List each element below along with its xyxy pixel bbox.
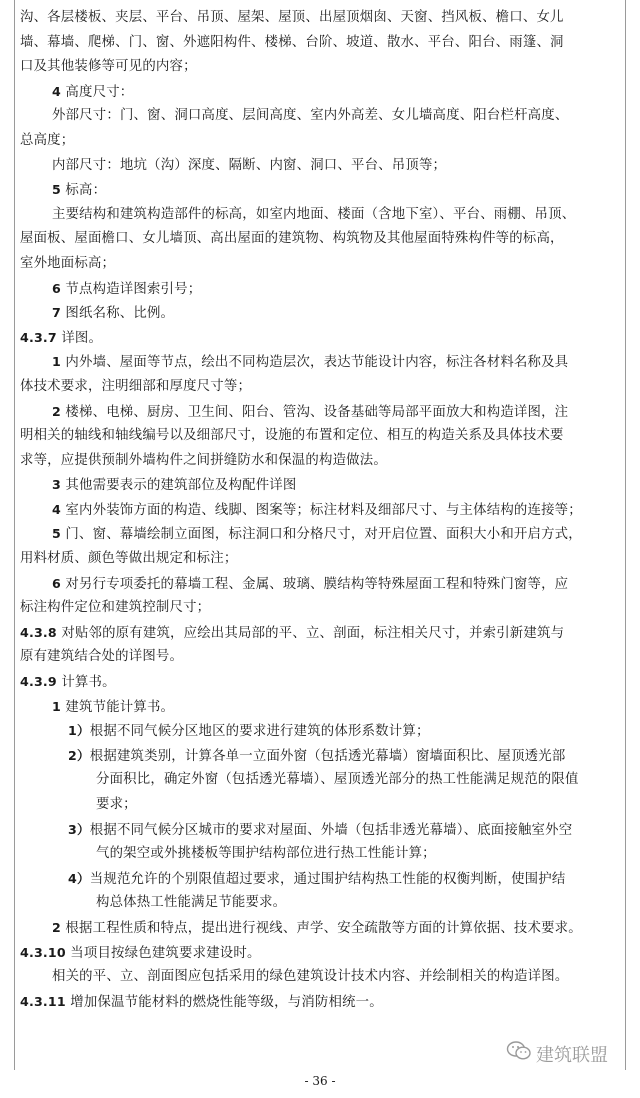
page-border-right bbox=[625, 0, 626, 1070]
document-body bbox=[20, 6, 620, 1014]
clause-text: 标高： bbox=[60, 183, 107, 199]
body-line: 分面积比，确定外窗（包括透光幕墙）、屋顶透光部分的热工性能满足规范的限值 bbox=[96, 772, 579, 788]
clause-text: 根据工程性质和特点，提出进行视线、声学、安全疏散等方面的计算依据、技术要求。 bbox=[60, 920, 582, 936]
body-line: 要求； bbox=[96, 797, 137, 812]
clause-item bbox=[20, 473, 620, 498]
section-heading bbox=[20, 326, 620, 351]
section-text: 增加保温节能材料的燃烧性能等级，与消防相统一。 bbox=[65, 994, 383, 1010]
section-text: 计算书。 bbox=[56, 675, 116, 691]
section-heading bbox=[20, 941, 620, 966]
clause-item bbox=[20, 178, 620, 203]
clause-number: 5 bbox=[52, 526, 61, 542]
clause-number: 2 bbox=[52, 919, 61, 935]
clause-item bbox=[20, 277, 620, 302]
sub-item-number: 1） bbox=[68, 723, 90, 739]
clause-item bbox=[20, 301, 620, 326]
body-line: 屋面板、屋面檐口、女儿墙顶、高出屋面的建筑物、构筑物及其他屋面特殊构件等的标高， bbox=[20, 231, 564, 247]
clause-number: 5 bbox=[52, 182, 61, 198]
body-line: 原有建筑结合处的详图号。 bbox=[20, 649, 184, 665]
section-number: 4.3.11 bbox=[20, 993, 66, 1009]
clause-number: 1 bbox=[52, 698, 61, 714]
section-number: 4.3.8 bbox=[20, 624, 57, 640]
clause-item bbox=[20, 498, 620, 523]
clause-text: 对另行专项委托的幕墙工程、金属、玻璃、膜结构等特殊屋面工程和特殊门窗等，应 bbox=[60, 576, 569, 592]
clause-text: 其他需要表示的建筑部位及构配件详图 bbox=[60, 478, 297, 494]
sub-item-number: 2） bbox=[68, 747, 90, 763]
watermark-text: 建筑联盟 bbox=[536, 1044, 608, 1066]
body-line: 总高度； bbox=[20, 132, 75, 148]
sub-item-number: 4） bbox=[68, 870, 90, 886]
body-line: 求等，应提供预制外墙构件之间拼缝防水和保温的构造做法。 bbox=[20, 452, 387, 468]
clause-text: 建筑节能计算书。 bbox=[60, 699, 175, 715]
page-number: - 36 - bbox=[304, 1074, 336, 1088]
sub-item bbox=[20, 867, 620, 892]
sub-item-text: 当规范允许的个别限值超过要求，通过围护结构热工性能的权衡判断，使围护结 bbox=[89, 871, 566, 887]
section-number: 4.3.7 bbox=[20, 329, 57, 345]
clause-number: 3 bbox=[52, 477, 61, 493]
clause-item bbox=[20, 80, 620, 105]
body-line: 气的架空或外挑楼板等围护结构部位进行热工性能计算； bbox=[96, 846, 436, 862]
clause-text: 门、窗、幕墙绘制立面图，标注洞口和分格尺寸，对开启位置、面积大小和开启方式， bbox=[60, 527, 582, 543]
body-line: 沟、各层楼板、夹层、平台、吊顶、屋架、屋顶、出屋顶烟囱、天窗、挡风板、檐口、女儿 bbox=[20, 10, 564, 25]
body-line: 明相关的轴线和轴线编号以及细部尺寸，设施的布置和定位、相互的构造关系及具体技术要 bbox=[20, 428, 564, 444]
body-line: 外部尺寸：门、窗、洞口高度、层间高度、室内外高差、女儿墙高度、阳台栏杆高度、 bbox=[52, 108, 569, 124]
sub-item-text: 根据建筑类别，计算各单一立面外窗（包括透光幕墙）窗墙面积比、屋顶透光部 bbox=[89, 748, 566, 764]
watermark bbox=[506, 1040, 608, 1067]
body-line: 口及其他装修等可见的内容； bbox=[20, 59, 197, 75]
page-border-left bbox=[14, 0, 15, 1070]
clause-item bbox=[20, 350, 620, 375]
body-line: 相关的平、立、剖面图应包括采用的绿色建筑设计技术内容、并绘制相关的构造详图。 bbox=[52, 969, 569, 985]
clause-number: 4 bbox=[52, 501, 61, 517]
clause-text: 节点构造详图索引号； bbox=[60, 281, 202, 297]
section-heading bbox=[20, 621, 620, 646]
clause-text: 高度尺寸： bbox=[60, 84, 134, 100]
clause-number: 6 bbox=[52, 575, 61, 591]
sub-item bbox=[20, 744, 620, 769]
section-text: 当项目按绿色建筑要求建设时。 bbox=[65, 945, 261, 961]
clause-text: 内外墙、屋面等节点，绘出不同构造层次，表达节能设计内容，标注各材料名称及具 bbox=[60, 355, 569, 371]
clause-number: 1 bbox=[52, 354, 61, 370]
body-line: 墙、幕墙、爬梯、门、窗、外遮阳构件、楼梯、台阶、坡道、散水、平台、阳台、雨篷、洞 bbox=[20, 34, 564, 50]
body-line: 体技术要求，注明细部和厚度尺寸等； bbox=[20, 378, 252, 394]
section-text: 详图。 bbox=[56, 330, 103, 346]
clause-text: 楼梯、电梯、厨房、卫生间、阳台、管沟、设备基础等局部平面放大和构造详图，注 bbox=[60, 404, 569, 420]
body-line: 内部尺寸：地坑（沟）深度、隔断、内窗、洞口、平台、吊顶等； bbox=[52, 157, 447, 173]
section-number: 4.3.10 bbox=[20, 944, 66, 960]
clause-item bbox=[20, 522, 620, 547]
clause-number: 4 bbox=[52, 83, 61, 99]
section-heading bbox=[20, 670, 620, 695]
sub-item bbox=[20, 719, 620, 744]
sub-item-number: 3） bbox=[68, 821, 90, 837]
clause-item bbox=[20, 572, 620, 597]
sub-item bbox=[20, 818, 620, 843]
clause-text: 图纸名称、比例。 bbox=[60, 306, 175, 322]
body-line: 构总体热工性能满足节能要求。 bbox=[96, 895, 287, 911]
section-text: 对贴邻的原有建筑，应绘出其局部的平、立、剖面，标注相关尺寸，并索引新建筑与 bbox=[56, 625, 565, 641]
wechat-icon bbox=[506, 1040, 532, 1067]
section-number: 4.3.9 bbox=[20, 674, 57, 690]
clause-number: 2 bbox=[52, 403, 61, 419]
clause-item bbox=[20, 695, 620, 720]
clause-text: 室内外装饰方面的构造、线脚、图案等；标注材料及细部尺寸、与主体结构的连接等； bbox=[60, 502, 582, 518]
clause-number: 7 bbox=[52, 305, 61, 321]
clause-number: 6 bbox=[52, 280, 61, 296]
clause-item bbox=[20, 916, 620, 941]
section-heading bbox=[20, 990, 620, 1015]
sub-item-text: 根据不同气候分区城市的要求对屋面、外墙（包括非透光幕墙）、底面接触室外空 bbox=[89, 822, 573, 838]
body-line: 用料材质、颜色等做出规定和标注； bbox=[20, 551, 238, 567]
sub-item-text: 根据不同气候分区地区的要求进行建筑的体形系数计算； bbox=[89, 724, 430, 740]
body-line: 主要结构和建筑构造部件的标高，如室内地面、楼面（含地下室）、平台、雨棚、吊顶、 bbox=[52, 206, 576, 222]
body-line: 标注构件定位和建筑控制尺寸； bbox=[20, 600, 211, 616]
body-line: 室外地面标高； bbox=[20, 255, 116, 271]
clause-item bbox=[20, 400, 620, 425]
